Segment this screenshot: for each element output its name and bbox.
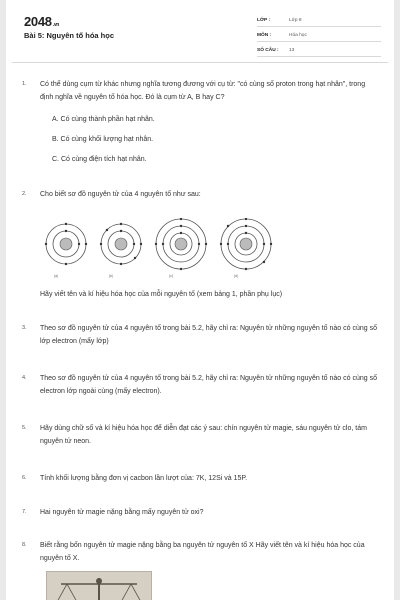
question-text: Theo sơ đồ nguyên tử của 4 nguyên tố trong bài 5.2, hãy chỉ ra: Nguyên tử những nguyên tố nào có cùng số electron lớp ngoài cùng (mấy electron). <box>40 375 377 395</box>
question-text: Theo sơ đồ nguyên tử của 4 nguyên tố trong bài 5.2, hãy chỉ ra: Nguyên tử những nguyên tố nào có cùng số lớp electron (mấy lớp) <box>40 325 377 345</box>
header-divider <box>12 62 388 63</box>
option-b: B. Có cùng khối lượng hạt nhân. <box>52 136 154 143</box>
question-number: 6. <box>22 475 27 481</box>
question-subtext: Hãy viết tên và kí hiệu hóa học của mỗi nguyên tố (xem bảng 1, phần phụ lục) <box>40 291 283 298</box>
question-number: 4. <box>22 375 27 381</box>
balance-scale-icon <box>47 572 151 600</box>
question-number: 8. <box>22 542 27 548</box>
question-text: Tính khối lượng bằng đơn vị cacbon lần lượt của: 7K, 12Si và 15P. <box>40 475 248 482</box>
atom-label-a: (a) <box>54 274 59 278</box>
logo-text: 2048 <box>24 14 52 29</box>
question-text: Hai nguyên tử magie nặng bằng mấy nguyên tử oxi? <box>40 509 204 516</box>
option-a: A. Có cùng thành phần hạt nhân. <box>52 116 155 123</box>
logo-suffix: .vn <box>52 22 60 28</box>
question-text: Cho biết sơ đồ nguyên tử của 4 nguyên tố như sau: <box>40 191 201 198</box>
atom-label-d: (d) <box>234 274 239 278</box>
atom-b <box>100 223 142 265</box>
question-number: 5. <box>22 425 27 431</box>
atom-label-b: (b) <box>109 274 114 278</box>
meta-value: Lớp 8 <box>289 17 302 23</box>
question-number: 1. <box>22 81 27 87</box>
meta-key: MÔN : <box>257 32 272 38</box>
atom-label-c: (c) <box>169 274 174 278</box>
atom-d <box>220 218 272 270</box>
meta-key: SỐ CÂU : <box>257 47 279 53</box>
question-number: 2. <box>22 191 27 197</box>
worksheet-page <box>6 0 394 600</box>
atom-c <box>155 218 207 270</box>
worksheet-header <box>6 0 394 60</box>
question-text: Có thể dùng cụm từ khác nhưng nghĩa tương đương với cụ từ: "có cùng số proton trong hạt nhân", trong định nghĩa về nguyên tố hóa học. Đó là cụm từ A, B hay C? <box>40 81 366 101</box>
atom-diagram-svg <box>36 218 286 274</box>
question-number: 3. <box>22 325 27 331</box>
balance-scale-image <box>46 571 152 600</box>
meta-value: Hóa học <box>289 32 307 38</box>
meta-value: 13 <box>289 47 295 53</box>
question-text: Hãy dùng chữ số và kí hiệu hóa học để diễn đạt các ý sau: chín nguyên tử magie, sáu nguyên tử clo, tám nguyên tử neon. <box>40 425 367 445</box>
meta-key: LỚP : <box>257 17 271 23</box>
meta-row-subject <box>257 29 381 42</box>
meta-row-count <box>257 44 381 57</box>
option-c: C. Có cùng điện tích hạt nhân. <box>52 156 147 163</box>
site-logo[interactable] <box>24 14 59 29</box>
question-text: Biết rằng bốn nguyên tử magie nặng bằng ba nguyên tử nguyên tố X Hãy viết tên và kí hiệu hóa học của nguyên tố X. <box>40 542 365 562</box>
lesson-title: Bài 5: Nguyên tố hóa học <box>24 31 115 40</box>
meta-row-class <box>257 14 381 27</box>
atom-a <box>45 223 87 265</box>
question-number: 7. <box>22 509 27 515</box>
meta-table <box>257 14 381 59</box>
atom-diagrams <box>36 218 286 280</box>
